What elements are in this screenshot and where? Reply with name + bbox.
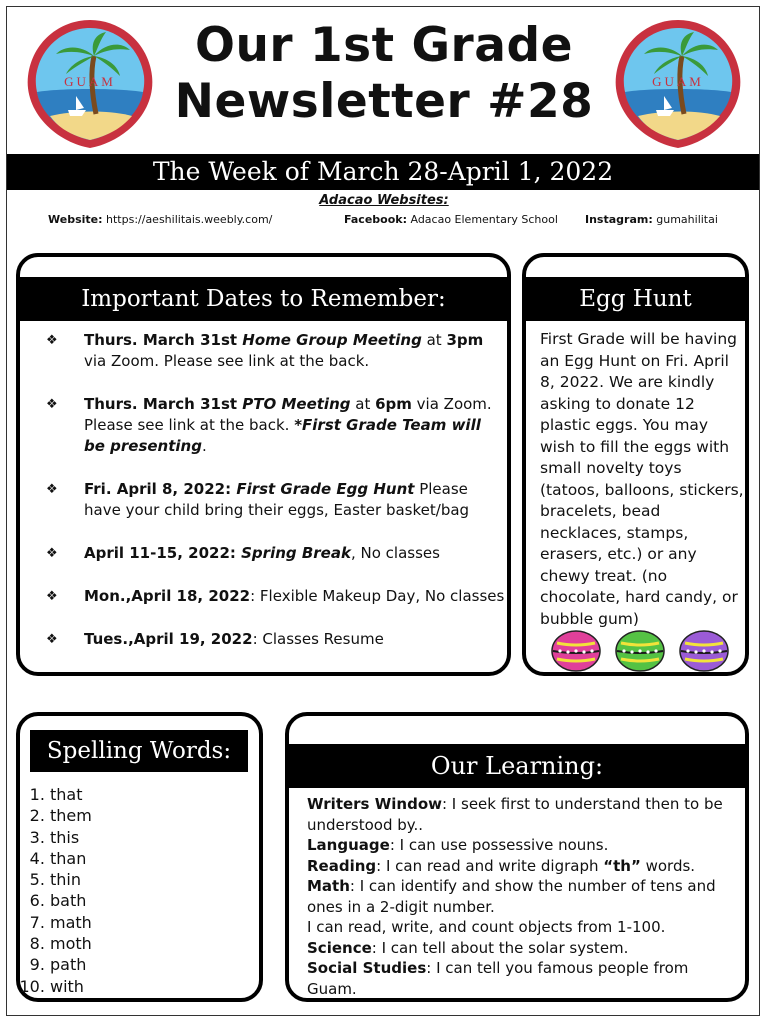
easter-egg-icon [680, 631, 728, 671]
spelling-words-list [28, 784, 260, 997]
seal-text: GUAM [64, 74, 116, 89]
egg-hunt-text: First Grade will be having an Egg Hunt on Fri. April 8, 2022. We are kindly asking to donate 12 plastic eggs. You may wish to fill the eggs with small novelty toys (tatoos, balloons, stickers, bracelets, bead necklaces, stamps, erasers, etc.) or any chewy treat. (no chocolate, hard candy, or bubble gum) [540, 330, 744, 628]
spelling-word: 1. that [50, 784, 260, 805]
our-learning-text [307, 794, 727, 999]
date-item-text: Fri. April 8, 2022: [84, 480, 237, 498]
learning-goal-tail: words. [640, 856, 696, 875]
learning-line [307, 917, 727, 938]
easter-eggs-illustration [550, 629, 730, 673]
guam-seal-left-logo [20, 14, 160, 154]
seal-text: GUAM [652, 74, 704, 89]
spelling-word: 8. moth [50, 933, 260, 954]
subject-label: Writers Window [307, 795, 442, 813]
spelling-word: 6. bath [50, 890, 260, 911]
spelling-word: 5. thin [50, 869, 260, 890]
instagram-entry [585, 213, 718, 226]
date-item [46, 586, 506, 607]
spelling-words-heading: Spelling Words: [30, 730, 248, 772]
our-learning-box [285, 712, 749, 1002]
diamond-bullet-icon: ❖ [46, 333, 58, 348]
instagram-link[interactable]: gumahilitai [656, 213, 718, 226]
learning-goal: : I can use possessive nouns. [389, 836, 609, 854]
guam-seal-right-logo [608, 14, 748, 154]
learning-line [307, 794, 727, 835]
date-item-text: April 11-15, 2022: [84, 544, 242, 562]
easter-egg-icon [616, 631, 664, 671]
website-label: Website: [48, 213, 103, 226]
learning-line [307, 876, 727, 917]
websites-heading: Adacao Websites: [319, 193, 449, 208]
date-item-text: , No classes [350, 544, 440, 562]
spelling-word: 7. math [50, 912, 260, 933]
date-item [46, 543, 506, 564]
instagram-label: Instagram: [585, 213, 653, 226]
learning-line [307, 938, 727, 959]
date-item [46, 330, 506, 372]
subject-label: Social Studies [307, 959, 427, 977]
date-item-text: . [201, 437, 207, 455]
egg-hunt-box [522, 253, 749, 676]
facebook-link[interactable]: Adacao Elementary School [410, 213, 558, 226]
spelling-word: 10. with [50, 976, 260, 997]
spelling-word: 4. than [50, 848, 260, 869]
spelling-word: 9. path [50, 954, 260, 975]
date-item-text: : Classes Resume [252, 630, 384, 648]
title-line-2: Newsletter #28 [174, 74, 594, 129]
important-dates-heading: Important Dates to Remember: [20, 277, 507, 321]
dates-list [46, 330, 506, 672]
learning-goal: : I can tell you famous people from Guam. [307, 959, 689, 998]
website-entry [48, 213, 272, 226]
week-banner: The Week of March 28-April 1, 2022 [7, 154, 759, 190]
date-item-text: at [421, 331, 447, 349]
spelling-word: 2. them [50, 805, 260, 826]
date-item-text: 6pm [375, 395, 412, 413]
diamond-bullet-icon: ❖ [46, 397, 58, 412]
easter-egg-icon [552, 631, 600, 671]
spelling-word: 3. this [50, 827, 260, 848]
date-item [46, 629, 506, 650]
date-item-text: PTO Meeting [242, 395, 351, 413]
title-line-1: Our 1st Grade [195, 18, 573, 73]
newsletter-title [150, 18, 618, 130]
our-learning-heading: Our Learning: [289, 744, 745, 788]
important-dates-box [16, 253, 511, 676]
egg-hunt-heading: Egg Hunt [526, 277, 745, 321]
learning-line [307, 958, 727, 999]
date-item-text: Mon.,April 18, 2022 [84, 587, 251, 605]
date-item-text: Please have your child bring their eggs, Easter basket/bag [84, 480, 470, 519]
subject-label: Reading [307, 856, 377, 875]
learning-line [307, 856, 727, 877]
date-item-text: *First Grade Team will be presenting [84, 416, 481, 455]
subject-label: Math [307, 877, 350, 895]
subject-label: Science [307, 938, 372, 957]
spelling-words-box [16, 712, 263, 1002]
diamond-bullet-icon: ❖ [46, 589, 58, 604]
learning-goal: : I can identify and show the number of tens and ones in a 2-digit number. [307, 877, 716, 916]
date-item-text: Home Group Meeting [242, 331, 422, 349]
date-item-text: Thurs. March 31st [84, 331, 243, 349]
date-item-text: 3pm [446, 331, 484, 349]
diamond-bullet-icon: ❖ [46, 632, 58, 647]
date-item-text: First Grade Egg Hunt [236, 480, 415, 498]
facebook-label: Facebook: [344, 213, 407, 226]
date-item-text: via Zoom. Please see link at the back. [84, 395, 492, 434]
subject-label: Language [307, 836, 390, 854]
date-item-text: Tues.,April 19, 2022 [84, 630, 253, 648]
learning-goal: : I seek first to understand then to be understood by.. [307, 795, 723, 834]
date-item-text: via Zoom. Please see link at the back. [84, 352, 370, 370]
learning-goal: I can read, write, and count objects from 1-100. [307, 918, 666, 936]
date-item [46, 394, 506, 457]
learning-line [307, 835, 727, 856]
diamond-bullet-icon: ❖ [46, 482, 58, 497]
date-item [46, 479, 506, 521]
learning-goal: : I can tell about the solar system. [371, 938, 629, 957]
date-item-text: Spring Break [241, 544, 351, 562]
digraph-highlight: “th” [603, 856, 641, 875]
facebook-entry [344, 213, 558, 226]
website-link[interactable]: https://aeshilitais.weebly.com/ [106, 213, 273, 226]
date-item-text: Thurs. March 31st [84, 395, 243, 413]
learning-goal: : I can read and write digraph [376, 856, 604, 875]
date-item-text: at [350, 395, 376, 413]
date-item-text: : Flexible Makeup Day, No classes [250, 587, 505, 605]
diamond-bullet-icon: ❖ [46, 546, 58, 561]
